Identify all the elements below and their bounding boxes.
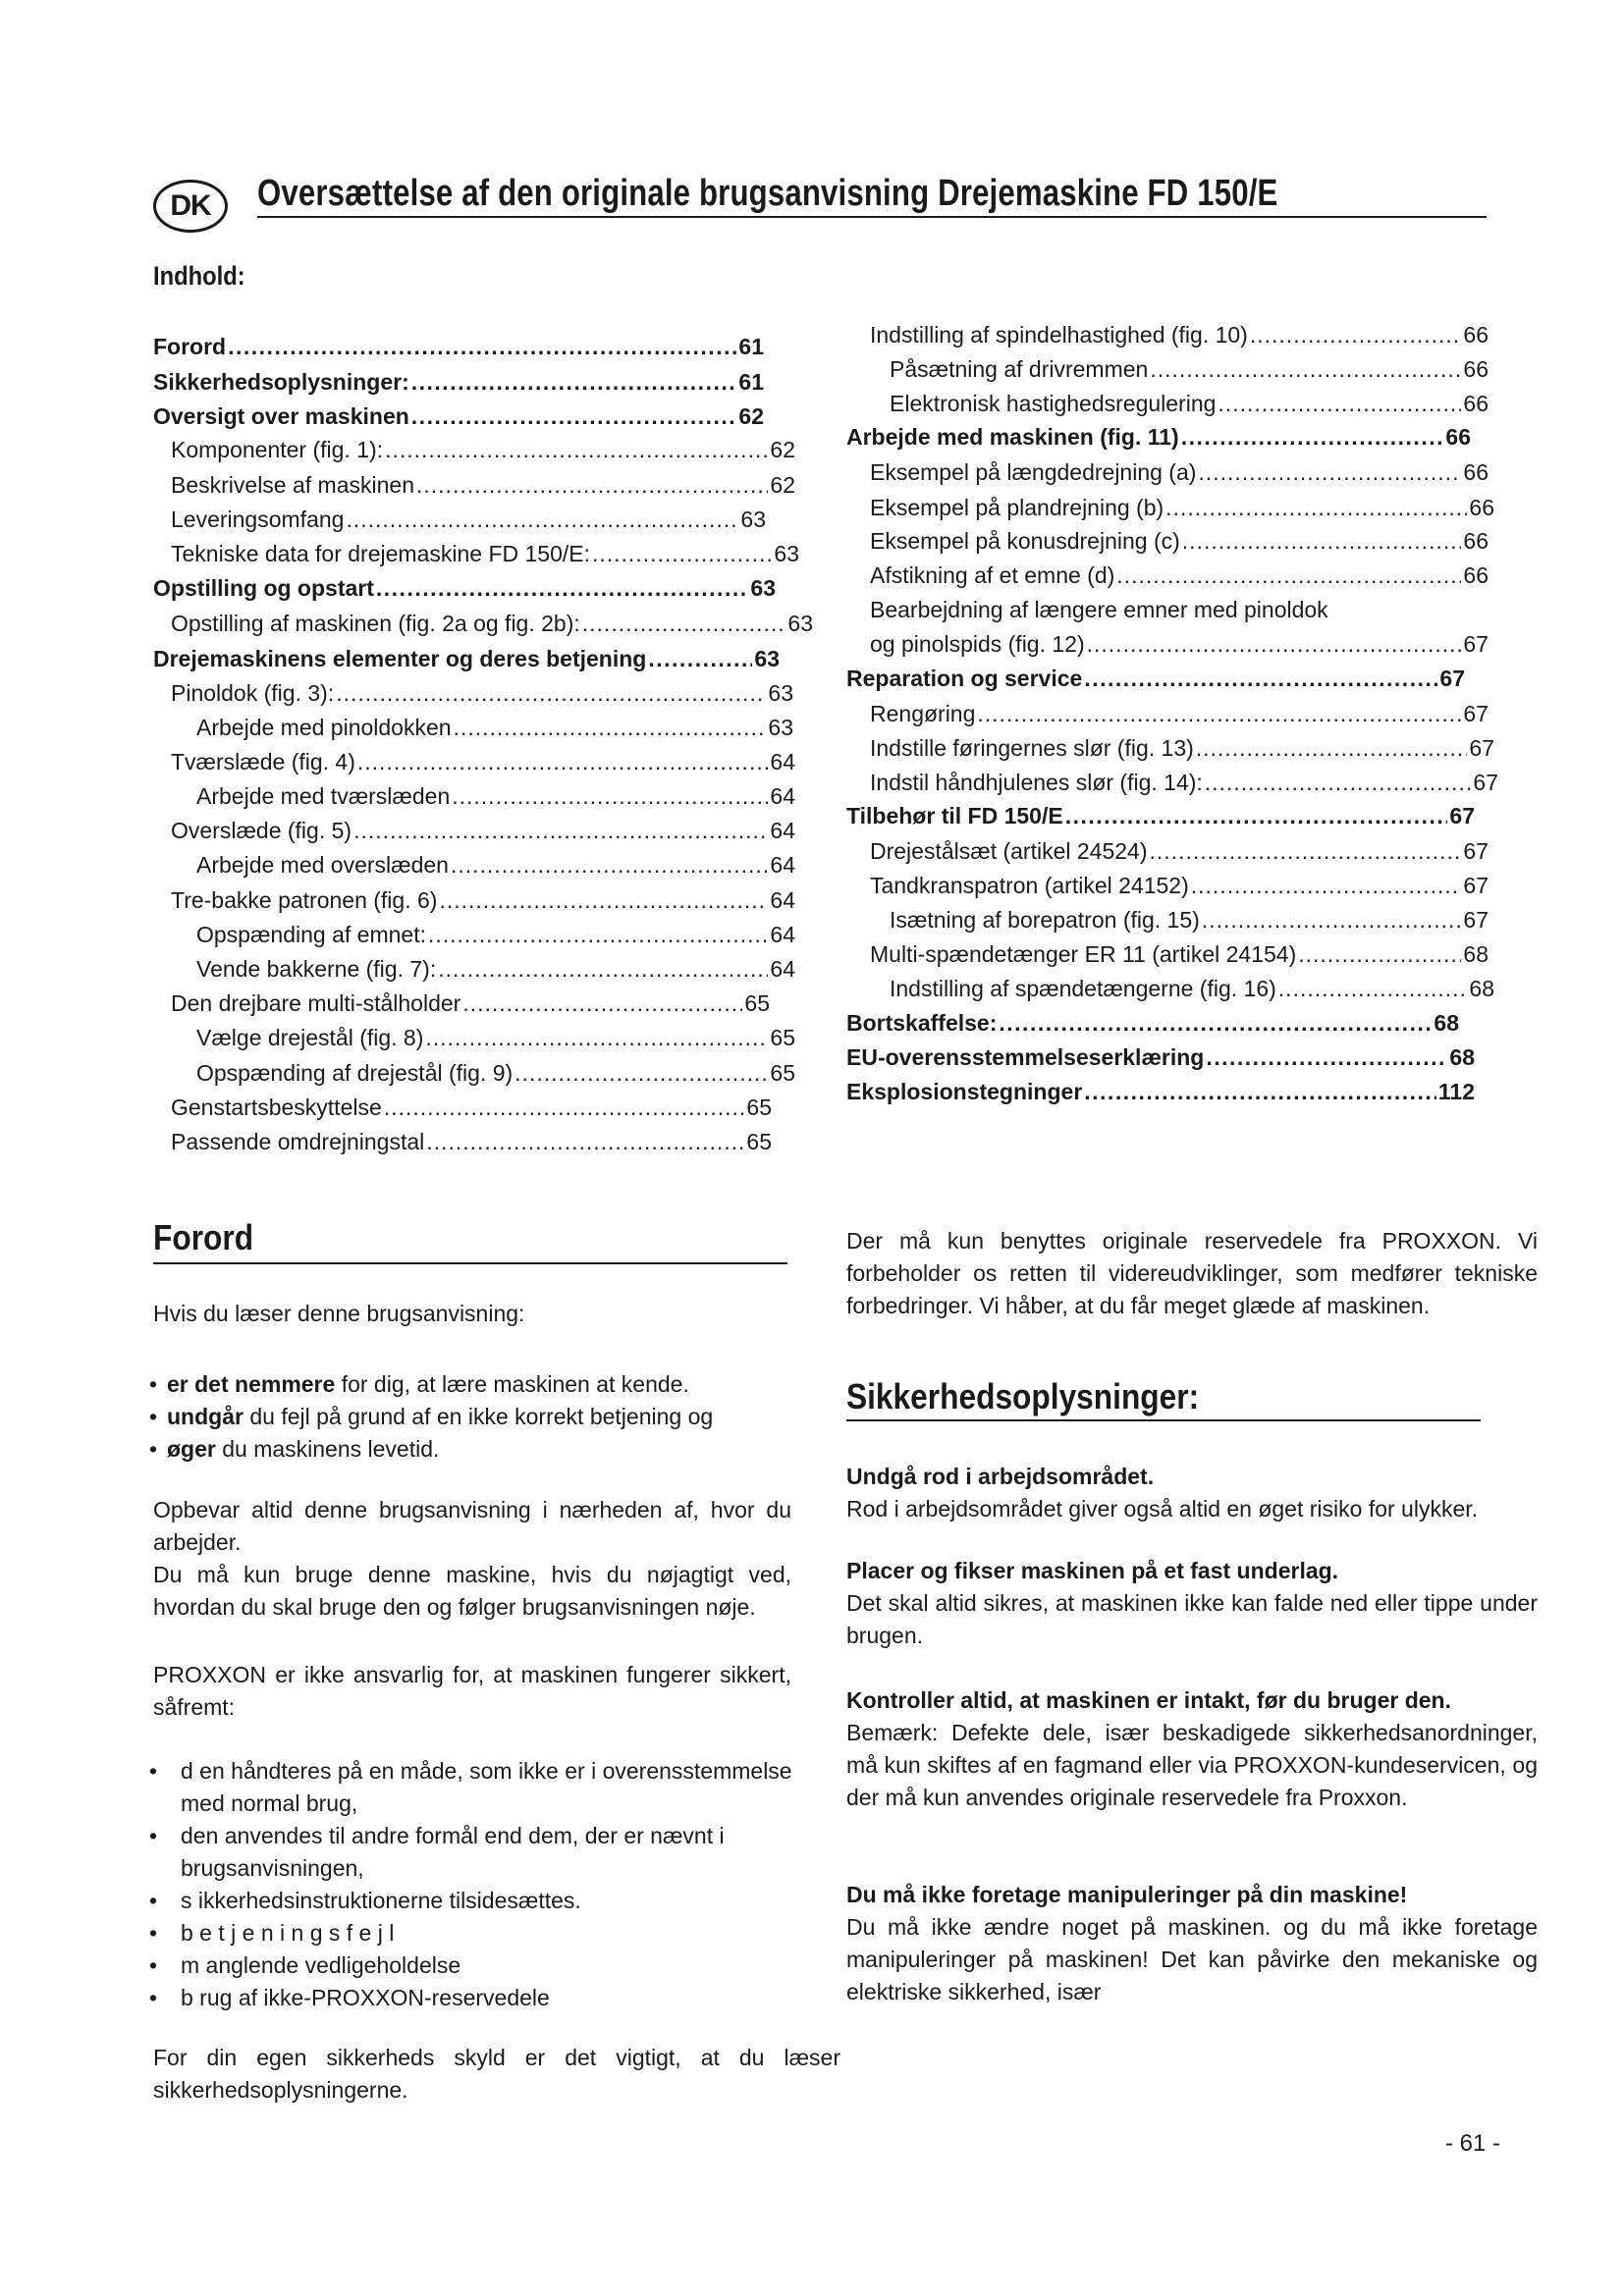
- toc-entry-page: 66: [1463, 459, 1489, 485]
- toc-leader-dots: [411, 401, 737, 431]
- toc-entry: [196, 1058, 795, 1088]
- toc-entry-label: Pinoldok (fig. 3):: [171, 680, 335, 706]
- toc-entry-label: Opspænding af emnet:: [196, 922, 426, 947]
- toc-entry-label: Sikkerhedsoplysninger:: [153, 369, 409, 395]
- benefit-item: • undgår du fejl på grund af en ikke korrekt betjening og: [149, 1404, 714, 1429]
- toc-entry-label: Bearbejdning af længere emner med pinoldok: [870, 597, 1328, 622]
- toc-leader-dots: [376, 573, 749, 603]
- toc-entry-label: Eksempel på længdedrejning (a): [870, 459, 1197, 485]
- toc-leader-dots: [582, 609, 786, 638]
- toc-leader-dots: [1298, 939, 1461, 969]
- toc-entry: [870, 871, 1489, 900]
- toc-entry-page: 64: [770, 887, 795, 913]
- toc-entry: [171, 470, 795, 500]
- toc-leader-dots: [1191, 871, 1462, 900]
- forord-para-4: For din egen sikkerheds skyld er det vigtigt, at du læser sikkerhedsoplysningerne.: [153, 2045, 840, 2103]
- toc-entry-page: 65: [770, 1060, 795, 1086]
- toc-entry: [890, 974, 1494, 1003]
- toc-entry: [870, 733, 1494, 763]
- toc-entry-label: Vælge drejestål (fig. 8): [196, 1025, 424, 1050]
- toc-entry-label: Indstille føringernes slør (fig. 13): [870, 735, 1194, 761]
- toc-entry-label: Reparation og service: [846, 666, 1083, 691]
- toc-entry-page: 63: [750, 575, 776, 601]
- toc-entry: [870, 561, 1489, 590]
- safety-item-title: Du må ikke foretage manipuleringer på din maskine!: [846, 1882, 1408, 1907]
- toc-entry-page: 64: [770, 818, 795, 843]
- title-underline: [257, 216, 1487, 218]
- condition-item: • b rug af ikke-PROXXON-reservedele: [149, 1982, 856, 2014]
- safety-item-text: Bemærk: Defekte dele, især beskadigede sikkerhedsanordninger, må kun skiftes af en fagmand eller via PROXXON-kundeservicen, og der må kun anvendes originale reservedele fra Proxxon.: [846, 1720, 1538, 1810]
- toc-entry-label: Tre-bakke patronen (fig. 6): [171, 887, 438, 913]
- toc-entry-page: 67: [1463, 907, 1489, 933]
- toc-entry-label: Bortskaffelse:: [846, 1010, 998, 1036]
- toc-entry: [870, 595, 1489, 624]
- toc-entry: [196, 1023, 795, 1052]
- toc-entry: [870, 629, 1489, 659]
- toc-leader-dots: [1150, 354, 1461, 384]
- toc-leader-dots: [439, 885, 768, 915]
- country-badge: DK: [153, 180, 228, 233]
- toc-leader-dots: [1181, 422, 1444, 452]
- toc-leader-dots: [1250, 320, 1462, 349]
- toc-entry: [171, 1093, 772, 1122]
- toc-leader-dots: [1278, 974, 1468, 1003]
- page-title: Oversættelse af den originale brugsanvisning Drejemaskine FD 150/E: [257, 173, 1278, 214]
- toc-leader-dots: [385, 435, 768, 464]
- toc-leader-dots: [416, 470, 768, 500]
- condition-text-cont: med normal brug,: [181, 1790, 358, 1816]
- toc-entry-page: 63: [740, 507, 766, 532]
- condition-item: • b e t j e n i n g s f e j l: [149, 1917, 856, 1949]
- toc-leader-dots: [228, 332, 736, 361]
- forord-intro: Hvis du læser denne brugsanvisning:: [153, 1301, 525, 1326]
- safety-item-text: Du må ikke ændre noget på maskinen. og du må ikke foretage manipuleringer på maskinen! Det kan påvirke den mekaniske og elektriske sikkerhed, især: [846, 1914, 1538, 2004]
- toc-leader-dots: [1150, 836, 1462, 866]
- toc-entry-label: Oversigt over maskinen: [153, 403, 409, 429]
- benefit-bold: øger: [167, 1436, 216, 1462]
- toc-entry: [171, 505, 766, 534]
- toc-entry-page: 112: [1437, 1079, 1475, 1104]
- toc-entry: [870, 457, 1489, 487]
- toc-entry: [870, 526, 1489, 556]
- toc-entry-label: Drejestålsæt (artikel 24524): [870, 838, 1148, 864]
- toc-entry-label: Forord: [153, 334, 227, 359]
- contents-heading: Indhold:: [153, 261, 245, 291]
- toc-entry: [171, 747, 795, 776]
- condition-text: b rug af ikke-PROXXON-reservedele: [181, 1985, 550, 2010]
- toc-entry-page: 64: [770, 956, 795, 982]
- toc-leader-dots: [346, 505, 738, 534]
- safety-item-title: Undgå rod i arbejdsområdet.: [846, 1464, 1155, 1489]
- toc-leader-dots: [384, 1093, 745, 1122]
- forord-para-1: Opbevar altid denne brugsanvisning i nærheden af, hvor du arbejder.: [153, 1497, 791, 1555]
- toc-leader-dots: [1218, 389, 1461, 418]
- toc-entry: [870, 836, 1489, 866]
- toc-entry-label: Passende omdrejningstal: [171, 1129, 425, 1154]
- toc-entry-label: Indstil håndhjulenes slør (fig. 14):: [870, 770, 1203, 795]
- toc-entry: [870, 320, 1489, 349]
- condition-text-cont: brugsanvisningen,: [181, 1855, 364, 1881]
- toc-leader-dots: [1084, 1077, 1436, 1106]
- toc-entry-page: 65: [746, 1095, 772, 1120]
- toc-entry: [870, 939, 1489, 969]
- benefit-bold: er det nemmere: [167, 1371, 336, 1397]
- toc-entry: [870, 699, 1489, 728]
- toc-entry: [870, 493, 1494, 522]
- toc-entry-label: Opspænding af drejestål (fig. 9): [196, 1060, 514, 1086]
- condition-item: • m anglende vedligeholdelse: [149, 1949, 856, 1982]
- toc-entry-label: Tekniske data for drejemaskine FD 150/E:: [171, 541, 590, 566]
- condition-text: s ikkerhedsinstruktionerne tilsidesættes.: [181, 1888, 581, 1913]
- toc-entry-label: Opstilling og opstart: [153, 575, 374, 601]
- toc-entry-page: 66: [1445, 424, 1471, 450]
- toc-entry-label: Arbejde med tværslæden: [196, 783, 451, 809]
- toc-entry-page: 63: [774, 541, 799, 566]
- toc-entry-page: 67: [1463, 873, 1489, 898]
- toc-leader-dots: [1202, 905, 1462, 934]
- toc-entry-label: Elektronisk hastighedsregulering: [890, 391, 1217, 416]
- toc-leader-dots: [1182, 526, 1462, 556]
- toc-entry: [171, 885, 795, 915]
- toc-entry-page: 61: [738, 334, 764, 359]
- toc-entry-page: 65: [746, 1129, 772, 1154]
- benefit-item: • øger du maskinens levetid.: [149, 1436, 440, 1462]
- forord-para-3: PROXXON er ikke ansvarlig for, at maskinen fungerer sikkert, såfremt:: [153, 1662, 791, 1720]
- toc-entry-page: 68: [1463, 941, 1489, 967]
- condition-item: • den anvendes til andre formål end dem, der er nævnt i brugsanvisningen,: [149, 1820, 856, 1885]
- toc-leader-dots: [411, 367, 737, 397]
- toc-entry-page: 67: [1449, 803, 1475, 828]
- safety-heading: Sikkerhedsoplysninger:: [846, 1376, 1200, 1416]
- toc-entry-label: Den drejbare multi-stålholder: [171, 990, 461, 1016]
- toc-entry: [153, 401, 764, 431]
- toc-entry: [846, 664, 1465, 693]
- toc-entry: [846, 422, 1471, 452]
- toc-entry-page: 61: [738, 369, 764, 395]
- toc-entry: [846, 1042, 1475, 1072]
- toc-entry: [846, 801, 1475, 830]
- forord-underline: [153, 1262, 787, 1264]
- toc-entry-label: Rengøring: [870, 701, 976, 726]
- toc-entry-page: 66: [1469, 495, 1494, 520]
- toc-leader-dots: [1205, 768, 1472, 797]
- toc-leader-dots: [1196, 733, 1468, 763]
- toc-entry-label: Leveringsomfang: [171, 507, 345, 532]
- toc-entry: [171, 609, 813, 638]
- toc-entry-label: Påsætning af drivremmen: [890, 356, 1149, 382]
- toc-leader-dots: [592, 539, 772, 568]
- toc-leader-dots: [336, 678, 766, 708]
- toc-entry-page: 65: [744, 990, 770, 1016]
- toc-entry-label: Indstilling af spændetængerne (fig. 16): [890, 976, 1276, 1001]
- toc-entry-label: Tandkranspatron (artikel 24152): [870, 873, 1189, 898]
- toc-entry-page: 66: [1463, 562, 1489, 588]
- toc-entry: [171, 539, 799, 568]
- toc-entry-page: 63: [787, 611, 813, 636]
- toc-leader-dots: [1087, 629, 1462, 659]
- toc-entry: [153, 332, 764, 361]
- toc-leader-dots: [977, 699, 1461, 728]
- toc-entry: [153, 644, 780, 673]
- toc-entry: [196, 920, 795, 949]
- toc-entry-label: Arbejde med maskinen (fig. 11): [846, 424, 1179, 450]
- toc-entry: [153, 573, 776, 603]
- toc-leader-dots: [454, 713, 767, 742]
- toc-entry-label: Arbejde med pinoldokken: [196, 715, 452, 740]
- toc-leader-dots: [1084, 664, 1437, 693]
- toc-entry-page: 62: [738, 403, 764, 429]
- toc-entry-page: 66: [1463, 528, 1489, 554]
- toc-entry: [846, 1008, 1459, 1038]
- toc-entry-page: 66: [1463, 391, 1489, 416]
- toc-entry-label: og pinolspids (fig. 12): [870, 631, 1085, 657]
- toc-entry-label: Vende bakkerne (fig. 7):: [196, 956, 437, 982]
- toc-entry: [196, 781, 795, 811]
- toc-entry-label: Komponenter (fig. 1):: [171, 437, 384, 462]
- benefit-text: du maskinens levetid.: [215, 1436, 440, 1462]
- toc-entry-page: 64: [770, 749, 795, 774]
- condition-item: • d en håndteres på en måde, som ikke er i overensstemmelse med normal brug,: [149, 1755, 856, 1820]
- toc-leader-dots: [428, 920, 768, 949]
- toc-entry-label: Tilbehør til FD 150/E: [846, 803, 1063, 828]
- safety-item-text: Rod i arbejdsområdet giver også altid en øget risiko for ulykker.: [846, 1496, 1479, 1522]
- toc-entry-label: Drejemaskinens elementer og deres betjening: [153, 646, 647, 671]
- toc-entry: [171, 435, 795, 464]
- toc-entry: [153, 367, 764, 397]
- toc-entry-label: Arbejde med overslæden: [196, 852, 449, 878]
- toc-entry-page: 62: [770, 437, 795, 462]
- toc-entry-page: 67: [1463, 701, 1489, 726]
- toc-entry: [890, 354, 1489, 384]
- toc-entry: [196, 954, 795, 984]
- toc-leader-dots: [648, 644, 752, 673]
- safety-item-title: Kontroller altid, at maskinen er intakt, før du bruger den.: [846, 1687, 1451, 1713]
- toc-leader-dots: [514, 1058, 768, 1088]
- toc-entry: [171, 678, 793, 708]
- toc-entry-page: 65: [770, 1025, 795, 1050]
- condition-text: den anvendes til andre formål end dem, der er nævnt i: [181, 1823, 725, 1848]
- toc-entry-label: Genstartsbeskyttelse: [171, 1095, 382, 1120]
- toc-leader-dots: [426, 1127, 744, 1156]
- toc-entry-label: Eksplosionstegninger: [846, 1079, 1083, 1104]
- benefit-item: • er det nemmere for dig, at lære maskinen at kende.: [149, 1371, 689, 1397]
- toc-entry: [846, 1077, 1475, 1106]
- toc-entry-label: Tværslæde (fig. 4): [171, 749, 355, 774]
- toc-entry-page: 64: [770, 922, 795, 947]
- toc-leader-dots: [451, 850, 768, 880]
- toc-entry-page: 63: [754, 646, 780, 671]
- toc-entry-page: 62: [770, 472, 795, 498]
- toc-entry: [196, 850, 795, 880]
- toc-entry-page: 67: [1463, 838, 1489, 864]
- toc-entry-label: Indstilling af spindelhastighed (fig. 10): [870, 322, 1248, 347]
- toc-entry: [171, 816, 795, 845]
- safety-item-title: Placer og fikser maskinen på et fast underlag.: [846, 1558, 1339, 1583]
- benefit-bold: undgår: [167, 1404, 244, 1429]
- toc-leader-dots: [1165, 493, 1467, 522]
- toc-leader-dots: [438, 954, 768, 984]
- toc-entry-page: 68: [1469, 976, 1494, 1001]
- toc-leader-dots: [999, 1008, 1432, 1038]
- toc-leader-dots: [357, 747, 769, 776]
- toc-entry-label: Opstilling af maskinen (fig. 2a og fig. 2b):: [171, 611, 580, 636]
- safety-underline: [846, 1419, 1481, 1421]
- safety-item-text: Det skal altid sikres, at maskinen ikke kan falde ned eller tippe under brugen.: [846, 1590, 1538, 1648]
- toc-entry-label: Multi-spændetænger ER 11 (artikel 24154): [870, 941, 1297, 967]
- benefit-text: for dig, at lære maskinen at kende.: [335, 1371, 689, 1397]
- toc-entry-label: Afstikning af et emne (d): [870, 562, 1115, 588]
- toc-entry-label: Isætning af borepatron (fig. 15): [890, 907, 1200, 933]
- toc-leader-dots: [1116, 561, 1461, 590]
- toc-entry-page: 68: [1434, 1010, 1459, 1036]
- toc-entry: [890, 905, 1489, 934]
- toc-leader-dots: [1065, 801, 1448, 830]
- toc-entry-label: EU-overensstemmelseserklæring: [846, 1044, 1205, 1070]
- toc-entry-page: 67: [1473, 770, 1498, 795]
- forord-para-2: Du må kun bruge denne maskine, hvis du nøjagtigt ved, hvordan du skal bruge den og følger brugsanvisningen nøje.: [153, 1562, 791, 1620]
- toc-entry-page: 63: [768, 680, 793, 706]
- condition-text: b e t j e n i n g s f e j l: [181, 1920, 395, 1946]
- toc-entry-page: 68: [1449, 1044, 1475, 1070]
- toc-entry-page: 63: [768, 715, 793, 740]
- toc-entry-page: 64: [770, 852, 795, 878]
- toc-entry-page: 64: [770, 783, 795, 809]
- toc-entry-page: 66: [1463, 322, 1489, 347]
- toc-entry: [171, 988, 770, 1018]
- toc-entry: [171, 1127, 772, 1156]
- condition-item: • s ikkerhedsinstruktionerne tilsidesættes.: [149, 1885, 856, 1917]
- forord-right-para: Der må kun benyttes originale reservedele fra PROXXON. Vi forbeholder os retten til videreudviklinger, som medfører tekniske forbedringer. Vi håber, at du får meget glæde af maskinen.: [846, 1228, 1538, 1318]
- toc-entry: [870, 768, 1498, 797]
- toc-entry: [196, 713, 793, 742]
- toc-leader-dots: [353, 816, 768, 845]
- toc-leader-dots: [1198, 457, 1461, 487]
- page-number: - 61 -: [1445, 2130, 1501, 2157]
- condition-text: d en håndteres på en måde, som ikke er i overensstemmelse: [181, 1758, 792, 1784]
- toc-entry-page: 67: [1439, 666, 1465, 691]
- toc-entry: [890, 389, 1489, 418]
- toc-entry-page: 67: [1469, 735, 1494, 761]
- toc-entry-page: 66: [1463, 356, 1489, 382]
- toc-leader-dots: [452, 781, 768, 811]
- toc-entry-label: Eksempel på plandrejning (b): [870, 495, 1164, 520]
- toc-entry-label: Overslæde (fig. 5): [171, 818, 352, 843]
- toc-leader-dots: [425, 1023, 768, 1052]
- benefit-text: du fejl på grund af en ikke korrekt betjening og: [243, 1404, 714, 1429]
- toc-leader-dots: [462, 988, 742, 1018]
- toc-entry-label: Eksempel på konusdrejning (c): [870, 528, 1180, 554]
- toc-entry-label: Beskrivelse af maskinen: [171, 472, 414, 498]
- condition-text: m anglende vedligeholdelse: [181, 1952, 461, 1978]
- toc-leader-dots: [1206, 1042, 1447, 1072]
- toc-entry-page: 67: [1463, 631, 1489, 657]
- forord-heading: Forord: [153, 1217, 254, 1257]
